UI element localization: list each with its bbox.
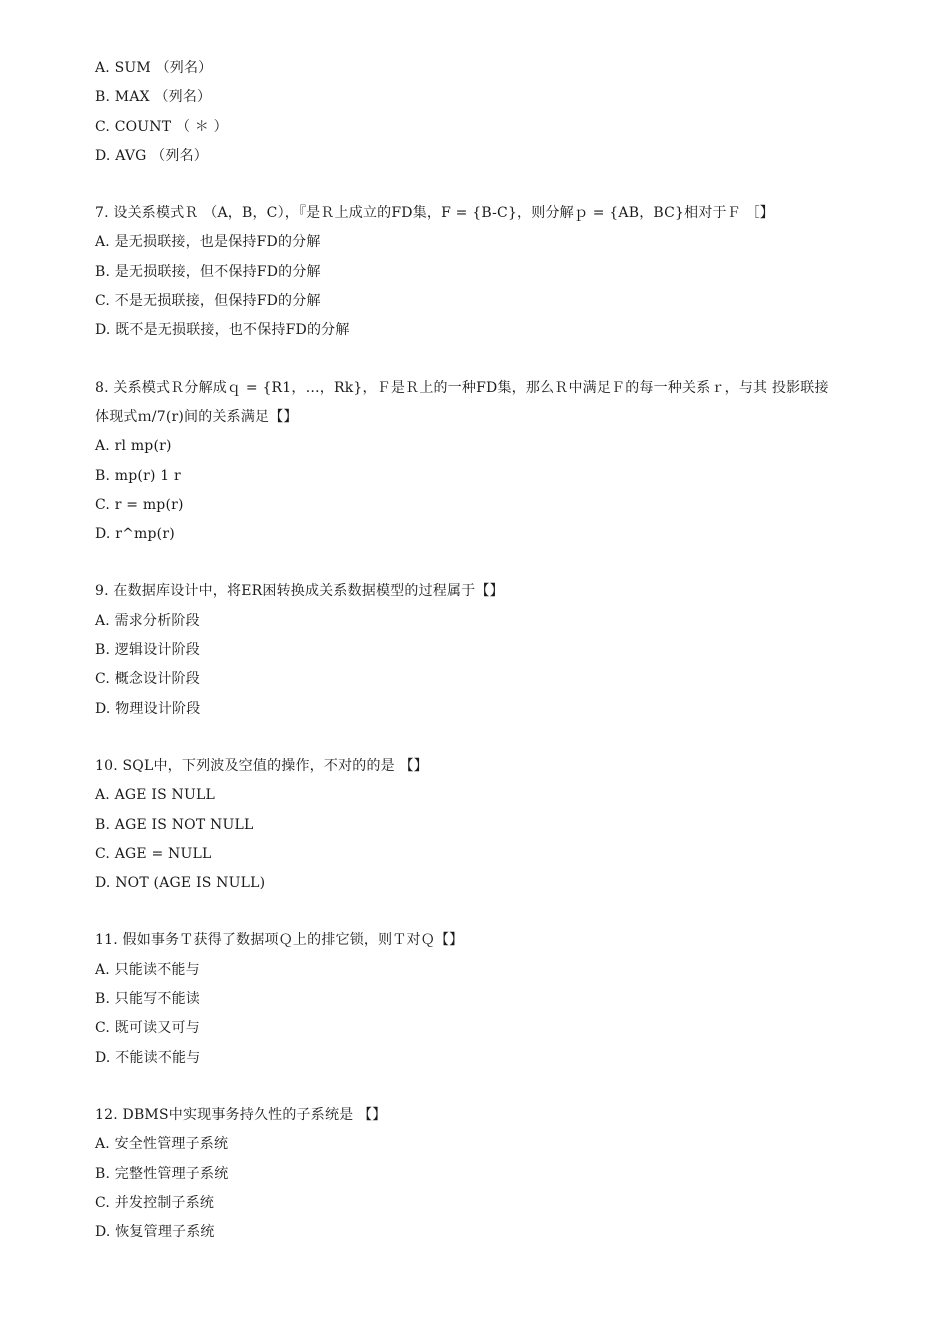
option-d: D. NOT (AGE IS NULL) [95, 875, 266, 892]
option-b: B. 只能写不能读 [95, 991, 200, 1008]
question-stem: 9. 在数据库设计中，将ER困转换成关系数据模型的过程属于【】 [95, 583, 504, 600]
option-c: C. r = mp(r) [95, 496, 184, 513]
option-d: D. r^mp(r) [95, 526, 175, 543]
question-11 [95, 926, 875, 1072]
option-b: B. 逻辑设计阶段 [95, 642, 200, 659]
option-c: C. AGE = NULL [95, 845, 212, 862]
question-10 [95, 752, 875, 898]
question-7 [95, 199, 875, 345]
question-9 [95, 577, 875, 723]
question-stem: 10. SQL中，下列波及空值的操作，不对的的是 【】 [95, 757, 428, 774]
option-c: C. COUNT （ ＊ ） [95, 118, 228, 135]
option-d: D. 既不是无损联接，也不保持FD的分解 [95, 322, 350, 339]
question-stem: 12. DBMS中实现事务持久性的子系统是 【】 [95, 1106, 387, 1123]
option-b: B. mp(r) 1 r [95, 467, 181, 484]
option-a: A. AGE IS NULL [95, 787, 215, 804]
question-stem: 7. 设关系模式Ｒ （A，B，C），『是Ｒ上成立的FD集，F = {B-C}，则分解ｐ = {AB，BC}相对于Ｆ ［】 [95, 205, 775, 222]
option-b: B. 完整性管理子系统 [95, 1165, 229, 1182]
option-d: D. 不能读不能与 [95, 1049, 201, 1066]
option-c: C. 并发控制子系统 [95, 1194, 215, 1211]
option-d: D. AVG （列名） [95, 147, 208, 164]
option-a: A. 是无损联接，也是保持FD的分解 [95, 234, 321, 251]
question-stem: 11. 假如事务Ｔ获得了数据项Ｑ上的排它锁，则Ｔ对Ｑ【】 [95, 932, 464, 949]
document-page [95, 54, 875, 1247]
question-stem-line-1: 8. 关系模式Ｒ分解成ｑ = {R1，…，Rk}，Ｆ是Ｒ上的一种FD集，那么Ｒ中满足Ｆ的每一种关系ｒ，与其 投影联接 [95, 379, 829, 396]
option-c: C. 概念设计阶段 [95, 671, 200, 688]
option-a: A. rl mp(r) [95, 438, 172, 455]
question-6-options [95, 54, 875, 171]
option-c: C. 不是无损联接，但保持FD的分解 [95, 293, 321, 310]
option-a: A. 需求分析阶段 [95, 612, 200, 629]
option-a: A. SUM （列名） [95, 60, 213, 76]
question-8 [95, 374, 875, 550]
option-d: D. 恢复管理子系统 [95, 1224, 215, 1241]
option-b: B. MAX （列名） [95, 89, 212, 106]
question-12 [95, 1101, 875, 1247]
option-a: A. 只能读不能与 [95, 961, 200, 978]
option-b: B. 是无损联接，但不保持FD的分解 [95, 263, 321, 280]
question-stem-line-2: 体现式ｍ/7(r)间的关系满足【】 [95, 408, 298, 425]
option-b: B. AGE IS NOT NULL [95, 816, 254, 833]
option-c: C. 既可读又可与 [95, 1020, 200, 1037]
option-d: D. 物理设计阶段 [95, 700, 201, 717]
option-a: A. 安全性管理子系统 [95, 1136, 229, 1153]
